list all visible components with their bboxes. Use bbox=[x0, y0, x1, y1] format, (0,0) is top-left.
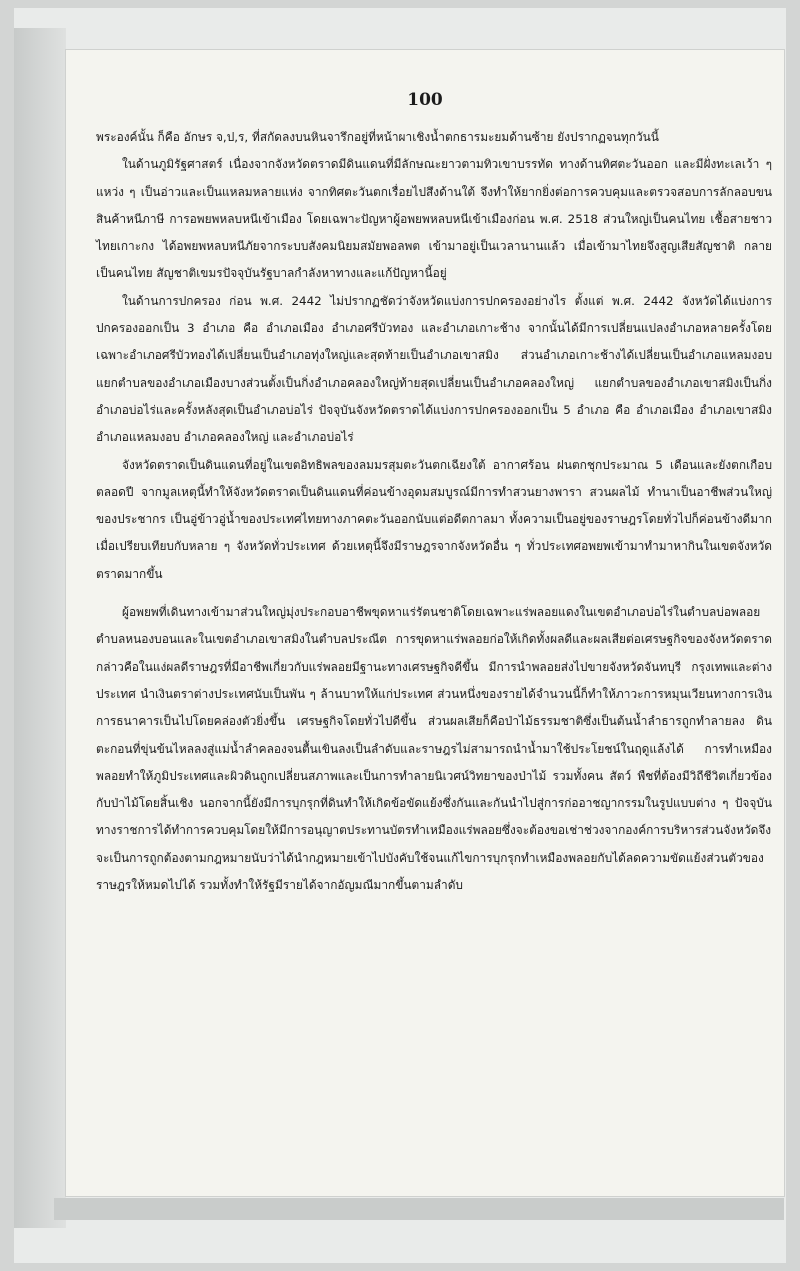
page-body bbox=[96, 124, 772, 899]
book-page bbox=[66, 50, 784, 1196]
page-number: 100 bbox=[407, 90, 443, 110]
paragraph-geopolitics: ในด้านภูมิรัฐศาสตร์ เนื่องจากจังหวัดตราดมีดินแดนที่มีลักษณะยาวตามทิวเขาบรรทัด ทางด้านทิศตะวันออก และมีฝั่งทะเลเว้า ๆ แหว่ง ๆ เป็นอ่าวและเป็นแหลมหลายแห่ง จากทิศตะวันตกเรื่อยไปสึงด้านใต้ จึงทำให้ยากยิ่งต่อการควบคุมและตรวจสอบการลักลอบขนสินค้าหนีภาษี การอพยพหลบหนีเข้าเมือง โดยเฉพาะปัญหาผู้อพยพหลบหนีเข้าเมืองก่อน พ.ศ. 2518 ส่วนใหญ่เป็นคนไทย เชื้อสายชาวไทยเกาะกง ได้อพยพหลบหนีภัยจากระบบสังคมนิยมสมัยพอลพต เข้ามาอยู่เป็นเวลานานแล้ว เมื่อเข้ามาไทยจึงสูญเสียสัญชาติ กลายเป็นคนไทย สัญชาติเขมรปัจจุบันรัฐบาลกำลังหาทางและแก้ปัญหานี้อยู่ bbox=[96, 157, 772, 281]
paragraph-continuation: พระองค์นั้น ก็คือ อักษร จ,ป,ร, ที่สกัดลงบนหินจารึกอยู่ที่หน้าผาเชิงน้ำตกธารมะยมด้านซ้าย ยังปรากฏจนทุกวันนี้ bbox=[96, 130, 659, 144]
paragraph-climate-economy: จังหวัดตราดเป็นดินแดนที่อยู่ในเขตอิทธิพลของลมมรสุมตะวันตกเฉียงใต้ อากาศร้อน ฝนตกชุกประมาณ 5 เดือนและยังตกเกือบตลอดปี จากมูลเหตุนี้ทำให้จังหวัดตราดเป็นดินแดนที่ค่อนข้างอุดมสมบูรณ์มีการทำสวนยางพารา สวนผลไม้ ทำนาเป็นอาชีพส่วนใหญ่ของประชากร เป็นอู่ข้าวอู่น้ำของประเทศไทยทางภาคตะวันออกนับแต่อดีตกาลมา ทั้งความเป็นอยู่ของราษฎรโดยทั่วไปก็ค่อนข้างดีมากเมื่อเปรียบเทียบกับหลาย ๆ จังหวัดทั่วประเทศ ด้วยเหตุนี้จึงมีราษฎรจากจังหวัดอื่น ๆ ทั่วประเทศอพยพเข้ามาทำมาหากินในเขตจังหวัดตราดมากขึ้น bbox=[96, 457, 772, 581]
page-shadow-bottom bbox=[54, 1198, 784, 1220]
paragraph-administration: ในด้านการปกครอง ก่อน พ.ศ. 2442 ไม่ปรากฏชัดว่าจังหวัดแบ่งการปกครองอย่างไร ตั้งแต่ พ.ศ. 2442 จังหวัดได้แบ่งการปกครองออกเป็น 3 อำเภอ คือ อำเภอเมือง อำเภอศรีบัวทอง และอำเภอเกาะช้าง จากนั้นได้มีการเปลี่ยนแปลงอำเภอหลายครั้งโดยเฉพาะอำเภอศรีบัวทองได้เปลี่ยนเป็นอำเภอทุ่งใหญ่และสุดท้ายเป็นอำเภอเขาสมิง ส่วนอำเภอเกาะช้างได้เปลี่ยนเป็นอำเภอแหลมงอบ แยกตำบลของอำเภอเมืองบางส่วนตั้งเป็นกิ่งอำเภอคลองใหญ่ท้ายสุดเปลี่ยนเป็นอำเภอคลองใหญ่ แยกตำบลของอำเภอเขาสมิงเป็นกิ่งอำเภอบ่อไร่และครั้งหลังสุดเป็นอำเภอบ่อไร่ ปัจจุบันจังหวัดตราดได้แบ่งการปกครองออกเป็น 5 อำเภอ คือ อำเภอเมือง อำเภอเขาสมิง อำเภอแหลมงอบ อำเภอคลองใหญ่ และอำเภอบ่อไร่ bbox=[96, 293, 772, 445]
page-shadow-left bbox=[14, 28, 66, 1228]
paragraph-gem-mining: ผู้อพยพที่เดินทางเข้ามาส่วนใหญ่มุ่งประกอบอาชีพขุดหาแร่รัตนชาติโดยเฉพาะแร่พลอยแดงในเขตอำเภอบ่อไร่ในตำบลบ่อพลอย ตำบลหนองบอนและในเขตอำเภอเขาสมิงในตำบลประณีต การขุดหาแร่พลอยก่อให้เกิดทั้งผลดีและผลเสียต่อเศรษฐกิจของจังหวัดตราด กล่าวคือในแง่ผลดีราษฎรที่มีอาชีพเกี่ยวกับแร่พลอยมีฐานะทางเศรษฐกิจดีขึ้น มีการนำพลอยส่งไปขายจังหวัดจันทบุรี กรุงเทพและต่างประเทศ นำเงินตราต่างประเทศนับเป็นพัน ๆ ล้านบาทให้แก่ประเทศ ส่วนหนึ่งของรายได้จำนวนนี้ก็ทำให้ภาวะการหมุนเวียนทางการเงิน การธนาคารเป็นไปโดยคล่องตัวยิ่งขึ้น เศรษฐกิจโดยทั่วไปดีขึ้น ส่วนผลเสียก็คือป่าไม้ธรรมชาติซึ่งเป็นต้นน้ำลำธารถูกทำลายลง ดินตะกอนที่ขุ่นข้นไหลลงสู่แม่น้ำลำคลองจนตื้นเขินลงเป็นลำดับและราษฎรไม่สามารถนำน้ำมาใช้ประโยชน์ในฤดูแล้งได้ การทำเหมืองพลอยทำให้ภูมิประเทศและผิวดินถูกเปลี่ยนสภาพและเป็นการทำลายนิเวศน์วิทยาของป่าไม้ รวมทั้งคน สัตว์ พืชที่ต้องมีวิถีชีวิตเกี่ยวข้องกับป่าไม้โดยสิ้นเชิง นอกจากนี้ยังมีการบุกรุกที่ดินทำให้เกิดข้อขัดแย้งซึ่งกันและกันนำไปสู่การก่ออาชญากรรมในรูปแบบต่าง ๆ ปัจจุบันทางราชการได้ทำการควบคุมโดยให้มีการอนุญาตประทานบัตรทำเหมืองแร่พลอยซึ่งจะต้องขอเช่าช่วงจากองค์การบริหารส่วนจังหวัดจึงจะเป็นการถูกต้องตามกฎหมายนับว่าได้นำกฎหมายเข้าไปบังคับใช้จนแก้ไขการบุกรุกทำเหมืองพลอยกับได้ลดความขัดแย้งส่วนตัวของราษฎรให้หมดไปได้ รวมทั้งทำให้รัฐมีรายได้จากอัญมณีมากขึ้นตามลำดับ bbox=[96, 605, 772, 893]
